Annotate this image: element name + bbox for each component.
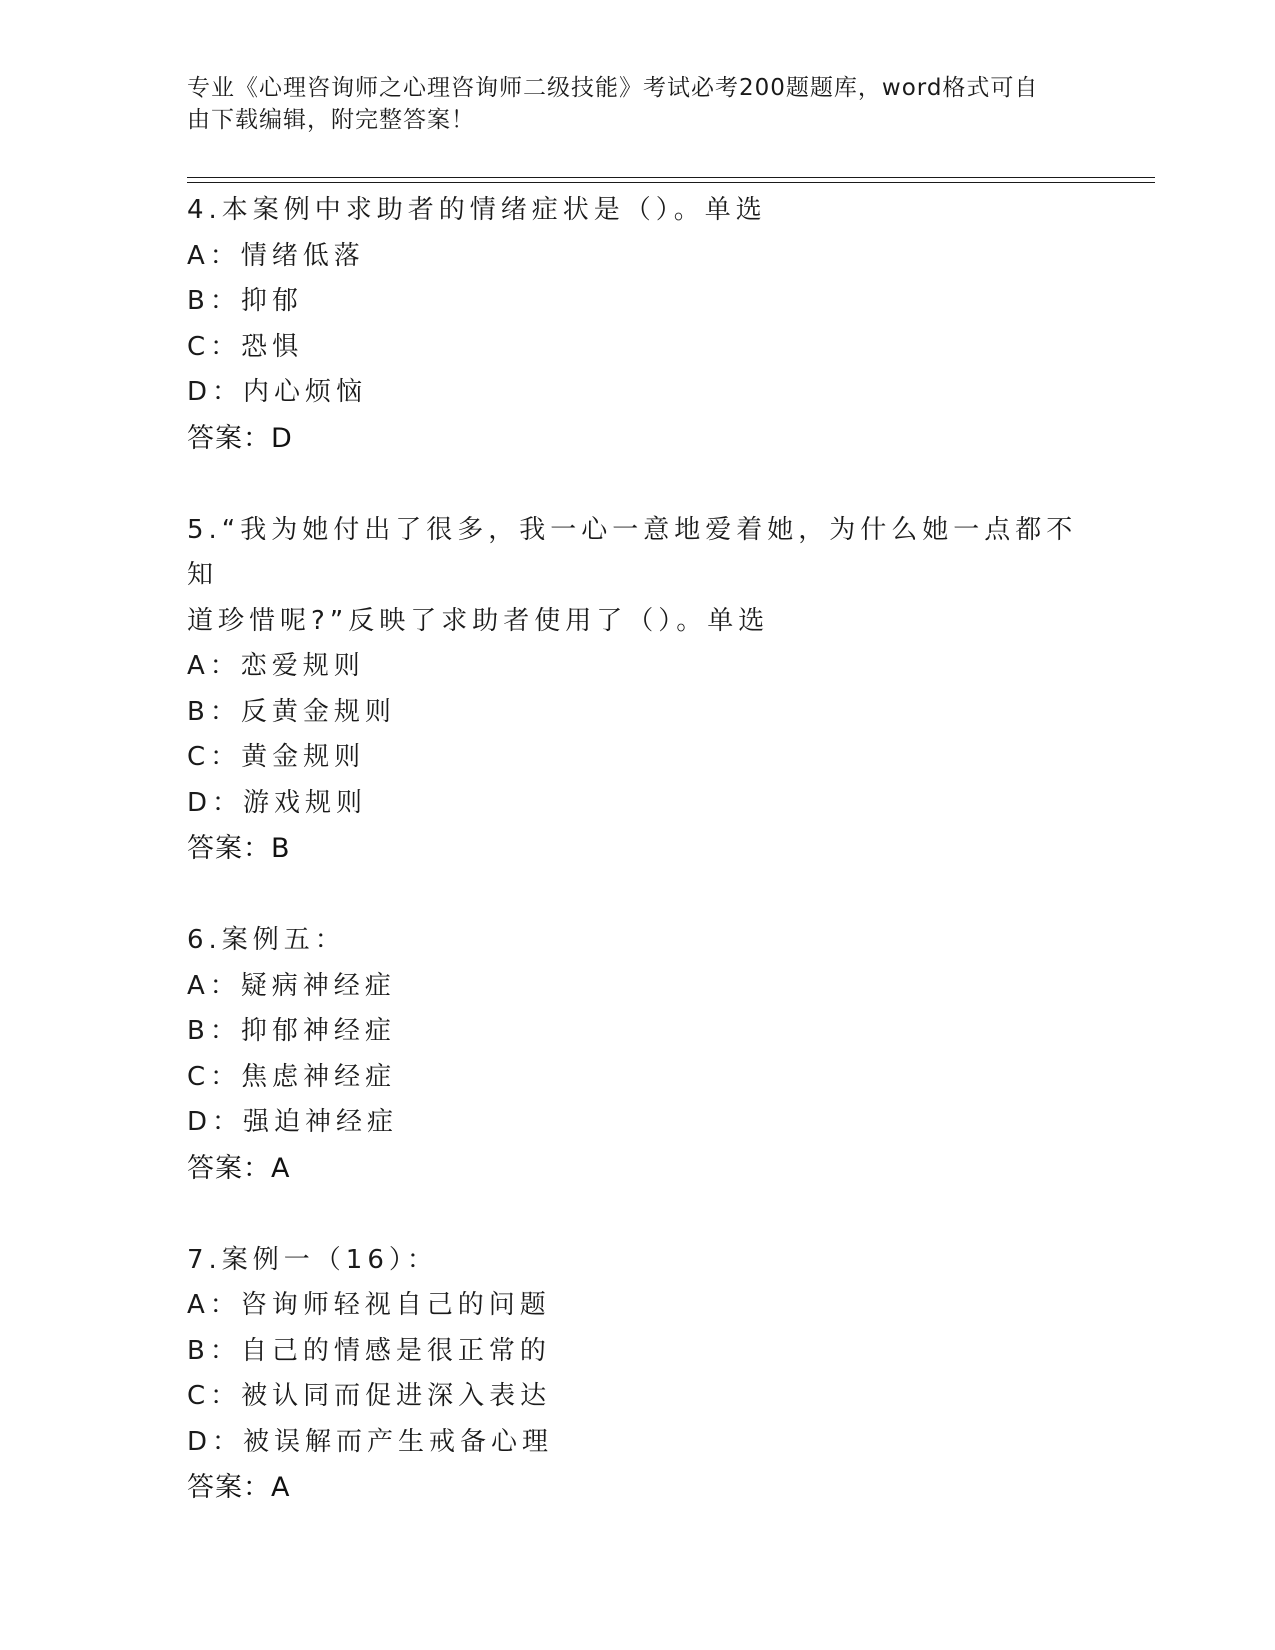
answer-label: 答案：A (187, 1152, 291, 1184)
header-divider-top (187, 177, 1155, 178)
question-7 (187, 1238, 1087, 1512)
question-stem: 4.本案例中求助者的情绪症状是（）。单选 (187, 195, 767, 225)
document-header (187, 72, 1067, 136)
question-stem-line-1: 5.“我为她付出了很多，我一心一意地爱着她，为什么她一点都不知 (187, 514, 1078, 590)
option-c: C：焦虑神经症 (187, 1061, 397, 1092)
option-a: A：情绪低落 (187, 240, 365, 271)
option-d: D：游戏规则 (187, 787, 368, 818)
option-b: B：自己的情感是很正常的 (187, 1335, 551, 1366)
option-a: A：疑病神经症 (187, 970, 396, 1001)
question-stem: 6.案例五： (187, 925, 346, 955)
question-6 (187, 918, 1087, 1192)
answer-label: 答案：B (187, 833, 291, 864)
option-b: B：反黄金规则 (187, 696, 396, 727)
option-d: D：被误解而产生戒备心理 (187, 1426, 554, 1457)
option-d: D：内心烦恼 (187, 377, 368, 407)
header-line-1: 专业《心理咨询师之心理咨询师二级技能》考试必考200题题库，word格式可自 (187, 75, 1039, 101)
header-divider-bottom (187, 182, 1155, 183)
question-5 (187, 508, 1087, 873)
option-d: D：强迫神经症 (187, 1107, 399, 1137)
question-stem: 7.案例一（16）： (187, 1244, 438, 1275)
option-c: C：黄金规则 (187, 742, 366, 772)
option-c: C：被认同而促进深入表达 (187, 1381, 552, 1411)
header-line-2: 由下载编辑，附完整答案！ (187, 107, 475, 133)
option-a: A：咨询师轻视自己的问题 (187, 1290, 551, 1320)
option-b: B：抑郁神经症 (187, 1016, 396, 1046)
option-a: A：恋爱规则 (187, 651, 365, 681)
answer-label: 答案：A (187, 1472, 291, 1503)
question-stem-line-2: 道珍惜呢?”反映了求助者使用了（）。单选 (187, 605, 770, 636)
question-list (187, 188, 1087, 1557)
answer-label: 答案：D (187, 422, 293, 454)
option-c: C：恐惧 (187, 331, 304, 362)
question-4 (187, 188, 1087, 462)
option-b: B：抑郁 (187, 286, 303, 316)
